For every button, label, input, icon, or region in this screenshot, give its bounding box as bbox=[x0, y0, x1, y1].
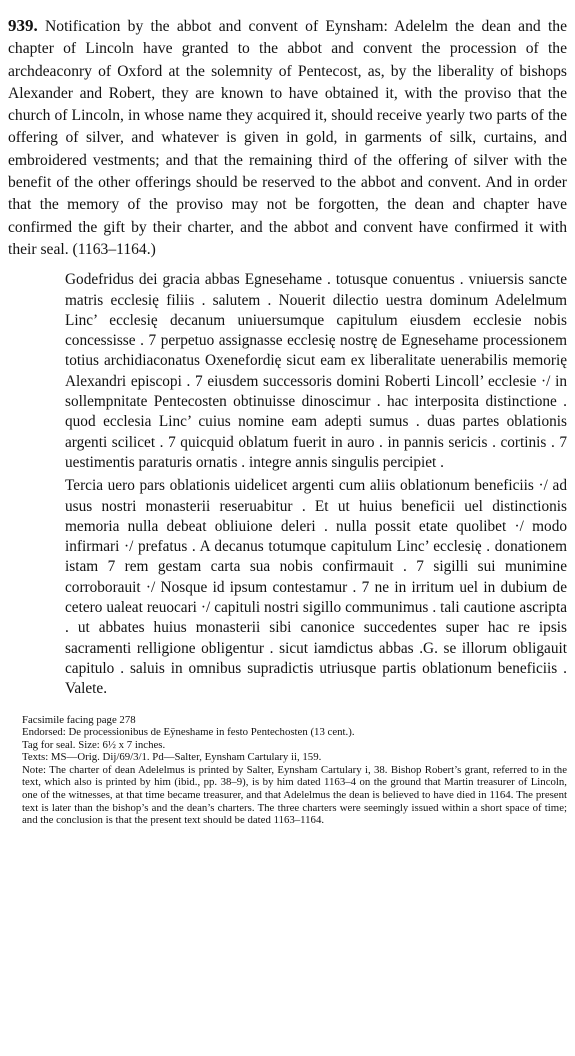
tag-line: Tag for seal. Size: 6½ x 7 inches. bbox=[22, 738, 166, 751]
texts-line: Texts: MS—Orig. Dij/69/3/1. Pd—Salter, Eynsham Cartulary ii, 159. bbox=[22, 751, 322, 764]
note-paragraph: Note: The charter of dean Adelelmus is printed by Salter, Eynsham Cartulary i, 38. Bishop Robert’s grant, referred to in the text, which also is printed by him (ibid., pp. 38–9), is by him dated 1163–4 on the ground that Martin treasurer of Lincoln, one of the witnesses, at that time became treasurer, and that Adelelmus the dean is believed to have died in 1164. The present text is later than the bishop’s and the dean’s charters. The three charters were seemingly issued within a short space of time; and the conclusion is that the present text should be dated 1163–1164. bbox=[22, 763, 567, 827]
latin-paragraph-1: Godefridus dei gracia abbas Egnesehame . totusque conuentus . vniuersis sancte matris ecclesię filiis . salutem . Nouerit dilectio uestra dominum Adelelmum Linc’ ecclesię decanum uniuersumque capitulum eiusdem ecclesie nobis concessisse . 7 perpetuo assignasse ecclesię nostrę de Egnesehame processionem totius archidiaconatus Oxenefordię sicut eam ex liberalitate uenerabilis memorię Alexandri episcopi . 7 eiusdem successoris domini Roberti Lincoll’ ecclesie ·/ in sollempnitate Pentecosten obtinuisse dinoscimur . hac interposita distinctione . quod ecclesia Linc’ cuius nomine eam adepti sumus . duas partes oblationis argenti scilicet . 7 quicquid oblatum fuerit in auro . in pannis sericis . cortinis . 7 uestimentis paraturis ornatis . integre annis singulis percipiet . bbox=[65, 271, 567, 471]
latin-charter-text bbox=[65, 270, 567, 699]
entry-number: 939. bbox=[8, 16, 38, 35]
entry-summary bbox=[8, 15, 567, 261]
entry-summary-text: Notification by the abbot and convent of Eynsham: Adelelm the dean and the chapter of Lincoln have granted to the abbot and convent the procession of the archdeaconry of Oxford at the solemnity of Pentecost, as, by the liberality of bishops Alexander and Robert, they are known to have obtained it, with the proviso that the church of Lincoln, in whose name they acquired it, should receive yearly two parts of the offering of silver, and whatever is given in gold, in garments of silk, curtains, and embroidered vestments; and that the remaining third of the offering of silver with the benefit of the other offerings should be reserved to the abbot and convent. And in order that the memory of the proviso may not be forgotten, the dean and chapter have confirmed the gift by their charter, and the abbot and convent have confirmed it with their seal. (1163–1164.) bbox=[8, 18, 567, 258]
facsimile-line: Facsimile facing page 278 bbox=[22, 713, 136, 726]
endorsed-line: Endorsed: De processionibus de Eÿneshame in festo Pentechosten (13 cent.). bbox=[22, 726, 355, 739]
latin-paragraph-2: Tercia uero pars oblationis uidelicet argenti cum aliis oblationum beneficiis ·/ ad usus nostri monasterii reseruabitur . Et ut huius beneficii uel distinctionis memoria nulla debeat obliuione deleri . nulla possit etate quolibet ·/ modo infirmari ·/ prefatus . A decanus totumque capitulum Linc’ ecclesię . donationem istam 7 rem gestam carta sua nobis confirmauit . 7 sigilli sui munimine corroborauit ·/ Nosque id ipsum contestamur . 7 ne in irritum uel in dubium de cetero ualeat reuocari ·/ capituli nostri sigillo communimus . tali cautione ascripta . ut abbates huius monasterii sibi canonice succedentes super hac re ipsis sacramenti relligione obligentur . sicut iamdictus abbas .G. se illorum obligauit capitulo . saluis in omnibus supradictis utriusque partis oblationum beneficiis . Valete. bbox=[65, 477, 567, 698]
critical-apparatus bbox=[22, 714, 567, 827]
